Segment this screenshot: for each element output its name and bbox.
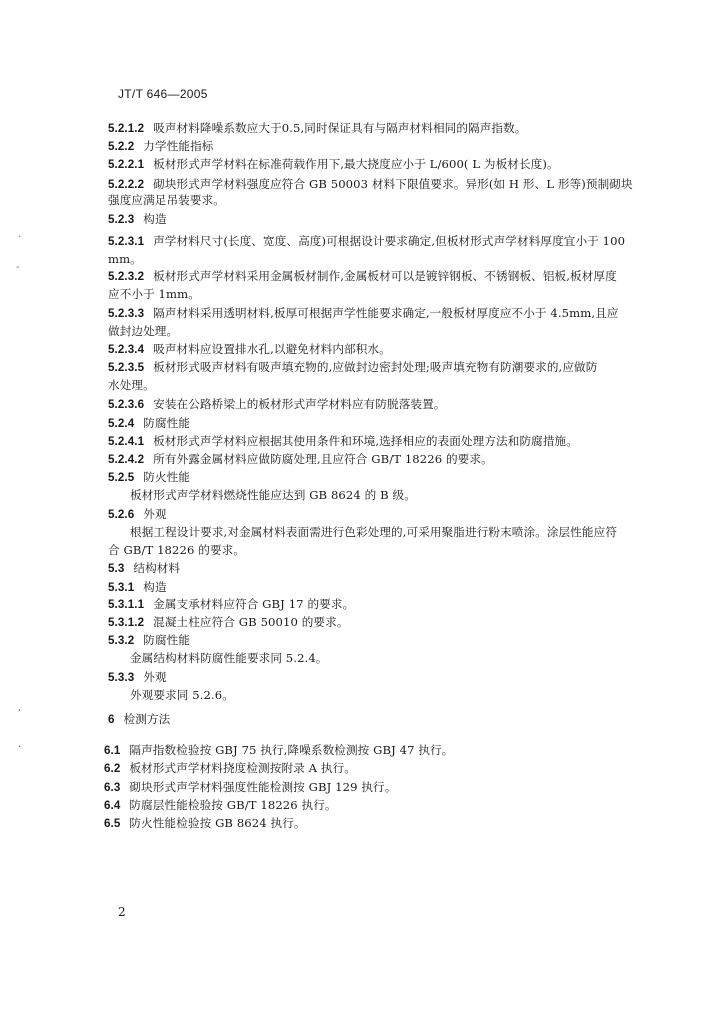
- text-line: [104, 816, 306, 831]
- line-text: mm。: [108, 252, 142, 266]
- section-number: 5.3.1: [108, 581, 135, 594]
- text-line: [108, 470, 190, 485]
- section-number: 5.2.3: [108, 213, 135, 226]
- scan-mark: ·: [18, 742, 22, 753]
- section-number: 5.2.3.1: [108, 235, 145, 248]
- section-number: 5.2.5: [108, 471, 135, 484]
- line-text: 安装在公路桥梁上的板材形式声学材料应有防脱落装置。: [153, 397, 446, 411]
- text-line: [108, 234, 625, 249]
- line-text: 板材形式声学材料挠度检测按附录 A 执行。: [129, 761, 356, 775]
- line-text: 吸声材料应设置排水孔,以避免材料内部积水。: [153, 342, 391, 356]
- line-text: 金属结构材料防腐性能要求同 5.2.4。: [130, 651, 328, 665]
- line-text: 混凝土柱应符合 GB 50010 的要求。: [153, 615, 349, 629]
- text-line: [104, 798, 337, 813]
- scan-mark: ·: [18, 232, 22, 243]
- text-line: [108, 452, 493, 467]
- line-text: 根据工程设计要求,对金属材料表面需进行色彩处理的,可采用聚脂进行粉末喷涂。涂层性能应符: [130, 525, 618, 539]
- text-line: [108, 212, 167, 227]
- line-text: 构造: [143, 580, 167, 594]
- line-text: 防腐性能: [143, 416, 191, 430]
- text-line: [130, 651, 328, 665]
- section-number: 5.2.3.6: [108, 398, 145, 411]
- section-number: 6.2: [104, 762, 121, 775]
- scan-mark: ,: [18, 702, 22, 713]
- section-number: 5.3.3: [108, 671, 135, 684]
- text-line: [108, 306, 619, 321]
- line-text: 应不小于 1mm。: [108, 287, 200, 301]
- text-line: [108, 580, 167, 595]
- text-line: [108, 434, 578, 449]
- standard-code-header: JT/T 646—2005: [118, 87, 208, 101]
- line-text: 隔声材料采用透明材料,板厚可根据声学性能要求确定,一般板材厚度应不小于 4.5mm,且应: [153, 306, 619, 320]
- line-text: 构造: [143, 212, 167, 226]
- section-number: 5.2.4.1: [108, 435, 145, 448]
- text-line: [108, 360, 597, 375]
- line-text: 防腐层性能检验按 GB/T 18226 执行。: [129, 798, 337, 812]
- text-line: [108, 712, 170, 727]
- section-number: 6.5: [104, 817, 121, 830]
- text-line: [108, 139, 213, 154]
- section-number: 5.2.4: [108, 417, 135, 430]
- section-number: 6.1: [104, 744, 121, 757]
- text-line: [108, 342, 391, 357]
- line-text: 金属支承材料应符合 GBJ 17 的要求。: [153, 597, 355, 611]
- line-text: 所有外露金属材料应做防腐处理,且应符合 GB/T 18226 的要求。: [153, 452, 493, 466]
- line-text: 板材形式声学材料在标准荷载作用下,最大挠度应小于 L/600( L 为板材长度)。: [153, 157, 559, 171]
- text-line: [108, 615, 349, 630]
- line-text: 外观: [143, 670, 167, 684]
- section-number: 5.2.2: [108, 140, 135, 153]
- line-text: 板材形式声学材料采用金属板材制作,金属板材可以是镀锌钢板、不锈钢板、铝板,板材厚度: [153, 269, 617, 283]
- section-number: 5.3.1.1: [108, 598, 145, 611]
- text-line: [108, 670, 167, 685]
- text-line: [108, 324, 178, 338]
- line-text: 合 GB/T 18226 的要求。: [108, 543, 246, 557]
- section-number: 5.2.3.5: [108, 361, 145, 374]
- text-line: [108, 378, 155, 392]
- text-line: [108, 287, 200, 301]
- line-text: 砌块形式声学材料强度应符合 GB 50003 材料下限值要求。异形(如 H 形、L 形等)预制砌块: [153, 177, 633, 191]
- text-line: [108, 416, 190, 431]
- text-line: [104, 743, 453, 758]
- section-number: 5.2.3.2: [108, 270, 145, 283]
- text-line: [130, 525, 617, 539]
- line-text: 隔声指数检验按 GBJ 75 执行,降噪系数检测按 GBJ 47 执行。: [129, 743, 454, 757]
- text-line: [108, 561, 180, 576]
- section-number: 5.2.3.4: [108, 343, 145, 356]
- text-line: [130, 688, 234, 702]
- section-number: 5.3.2: [108, 634, 135, 647]
- line-text: 外观要求同 5.2.6。: [130, 688, 234, 702]
- page-number: 2: [118, 905, 126, 919]
- text-line: [108, 543, 245, 557]
- text-line: [130, 488, 416, 502]
- text-line: [108, 507, 167, 522]
- section-number: 5.3.1.2: [108, 616, 145, 629]
- section-number: 5.2.3.3: [108, 307, 145, 320]
- line-text: 板材形式声学材料燃烧性能应达到 GB 8624 的 B 级。: [130, 488, 416, 502]
- text-line: [108, 397, 446, 412]
- text-line: [104, 780, 396, 795]
- text-line: [108, 252, 142, 266]
- section-number: 6.3: [104, 781, 121, 794]
- scan-mark: -: [16, 262, 20, 273]
- line-text: 吸声材料降噪系数应大于0.5,同时保证具有与隔声材料相同的隔声指数。: [153, 121, 527, 135]
- section-number: 6: [108, 713, 115, 726]
- line-text: 砌块形式声学材料强度性能检测按 GBJ 129 执行。: [129, 780, 397, 794]
- line-text: 做封边处理。: [108, 324, 179, 338]
- line-text: 力学性能指标: [143, 139, 214, 153]
- section-number: 5.2.2.1: [108, 158, 145, 171]
- line-text: 检测方法: [123, 712, 171, 726]
- line-text: 结构材料: [133, 561, 181, 575]
- line-text: 水处理。: [108, 378, 155, 392]
- line-text: 声学材料尺寸(长度、宽度、高度)可根据设计要求确定,但板材形式声学材料厚度宜小于 100: [153, 234, 626, 248]
- section-number: 5.3: [108, 562, 125, 575]
- text-line: [108, 177, 633, 192]
- section-number: 6.4: [104, 799, 121, 812]
- text-line: [108, 193, 225, 207]
- line-text: 防火性能: [143, 470, 191, 484]
- line-text: 板材形式声学材料应根据其使用条件和环境,选择相应的表面处理方法和防腐措施。: [153, 434, 578, 448]
- text-line: [108, 269, 617, 284]
- text-line: [108, 633, 190, 648]
- text-line: [108, 121, 527, 136]
- section-number: 5.2.6: [108, 508, 135, 521]
- section-number: 5.2.1.2: [108, 122, 145, 135]
- section-number: 5.2.2.2: [108, 178, 145, 191]
- line-text: 防腐性能: [143, 633, 191, 647]
- line-text: 防火性能检验按 GB 8624 执行。: [129, 816, 306, 830]
- line-text: 外观: [143, 507, 167, 521]
- line-text: 板材形式吸声材料有吸声填充物的,应做封边密封处理;吸声填充物有防潮要求的,应做防: [153, 360, 598, 374]
- line-text: 强度应满足吊装要求。: [108, 193, 225, 207]
- text-line: [108, 157, 559, 172]
- text-line: [104, 761, 356, 776]
- text-line: [108, 597, 354, 612]
- section-number: 5.2.4.2: [108, 453, 145, 466]
